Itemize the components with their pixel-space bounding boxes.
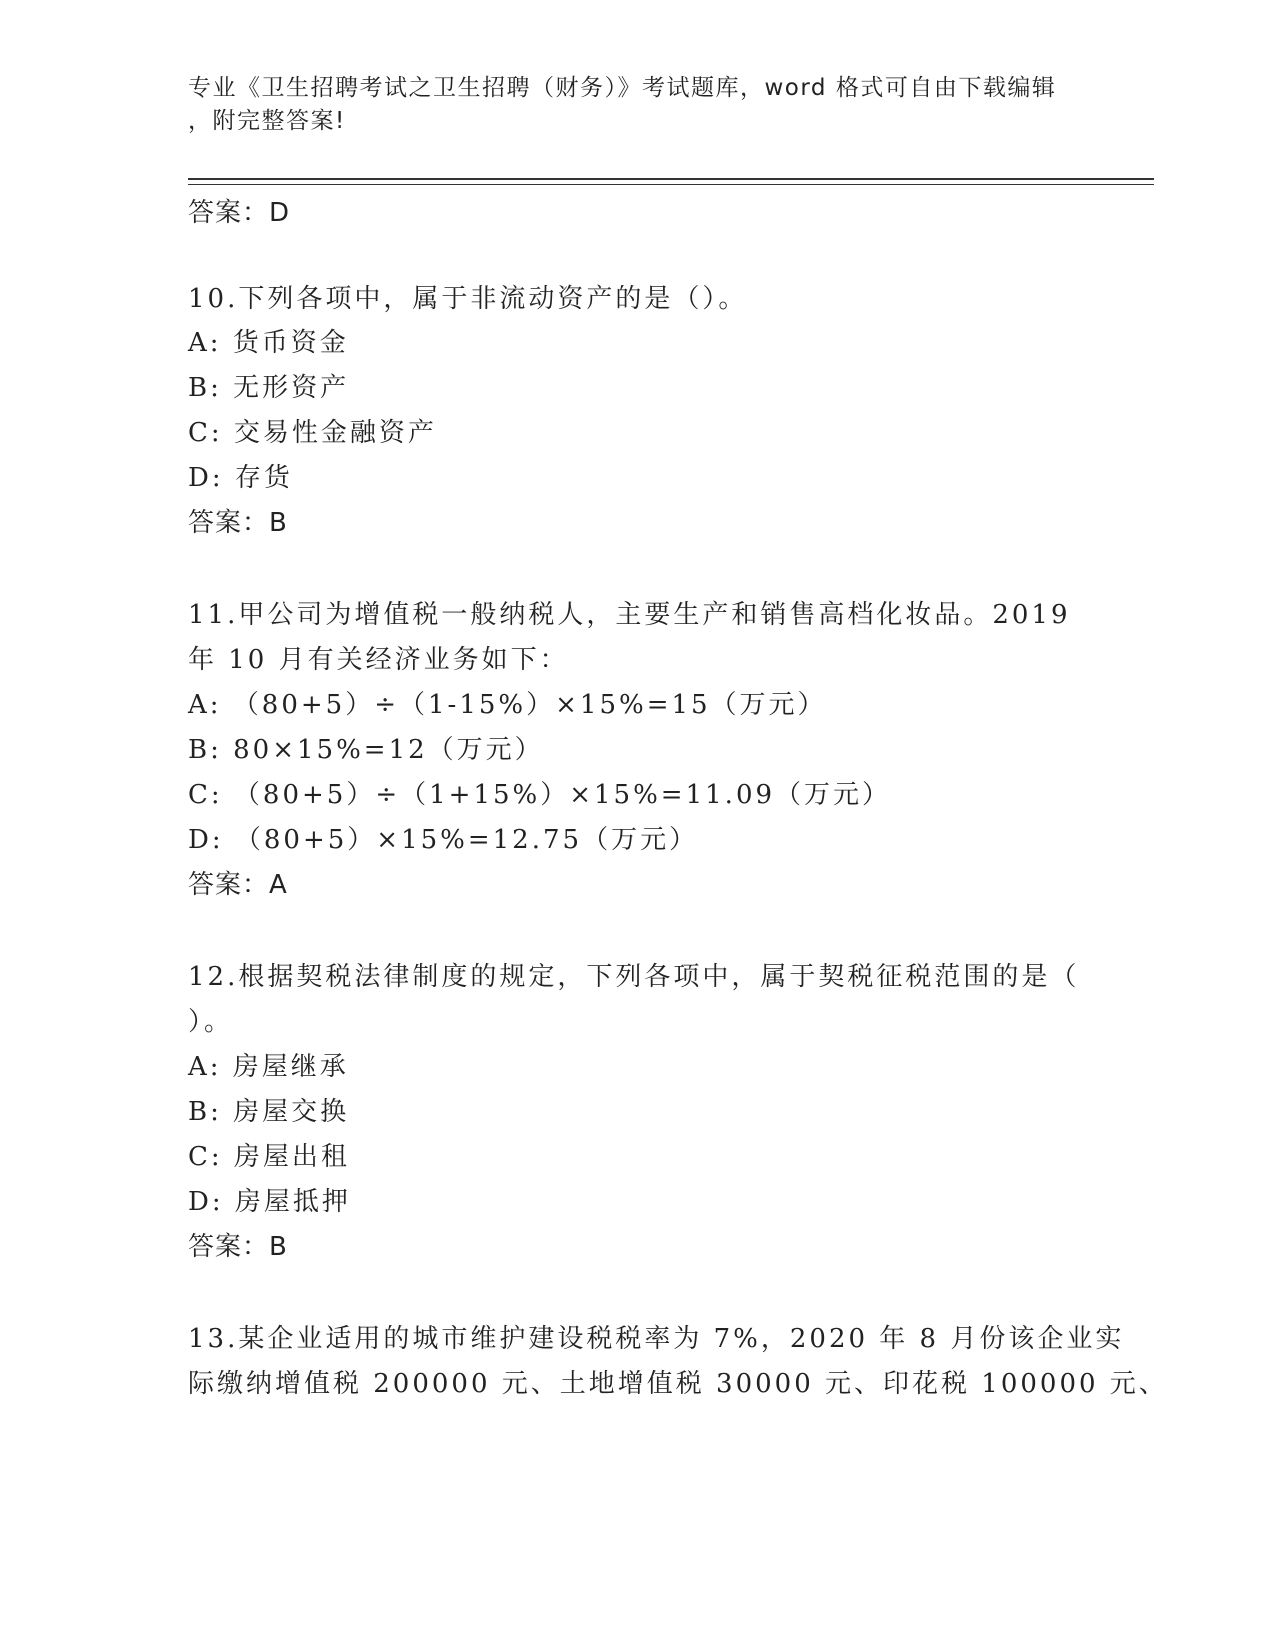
question-11-stem-line-1: 11.甲公司为增值税一般纳税人，主要生产和销售高档化妆品。2019 (188, 600, 1071, 630)
header-rule (188, 178, 1154, 180)
question-11-option-c: C: （80+5）÷（1+15%）×15%=11.09（万元） (188, 780, 892, 810)
question-12-option-a: A: 房屋继承 (188, 1052, 349, 1082)
page-header (188, 72, 1068, 138)
question-10-option-a: A: 货币资金 (188, 328, 349, 358)
question-13-stem-line-1: 13.某企业适用的城市维护建设税税率为 7%，2020 年 8 月份该企业实 (188, 1324, 1125, 1354)
question-12-option-d: D: 房屋抵押 (188, 1187, 351, 1217)
header-line-1: 专业《卫生招聘考试之卫生招聘（财务）》考试题库，word 格式可自由下载编辑 (188, 75, 1057, 101)
question-10-answer: 答案：B (188, 508, 288, 538)
question-10-option-c: C: 交易性金融资产 (188, 418, 437, 448)
question-11-answer: 答案：A (188, 870, 288, 900)
question-10-stem: 10.下列各项中，属于非流动资产的是（）。 (188, 284, 748, 314)
question-12-answer: 答案：B (188, 1232, 288, 1262)
question-12-option-c: C: 房屋出租 (188, 1142, 350, 1172)
question-11-stem-line-2: 年 10 月有关经济业务如下： (188, 645, 569, 675)
question-12-stem-line-1: 12.根据契税法律制度的规定，下列各项中，属于契税征税范围的是（ (188, 962, 1080, 992)
header-rule-thin (188, 184, 1154, 185)
question-13-stem-line-2: 际缴纳增值税 200000 元、土地增值税 30000 元、印花税 100000 元、 (188, 1369, 1168, 1399)
question-12-option-b: B: 房屋交换 (188, 1097, 350, 1127)
previous-answer: 答案：D (188, 198, 291, 228)
question-11-option-a: A: （80+5）÷（1-15%）×15%=15（万元） (188, 690, 827, 720)
question-11-option-b: B: 80×15%=12（万元） (188, 735, 544, 765)
question-11-option-d: D: （80+5）×15%=12.75（万元） (188, 825, 699, 855)
question-12-stem-line-2: ）。 (188, 1007, 234, 1037)
header-line-2: ，附完整答案! (188, 108, 346, 134)
question-10-option-b: B: 无形资产 (188, 373, 350, 403)
question-10-option-d: D: 存货 (188, 463, 293, 493)
